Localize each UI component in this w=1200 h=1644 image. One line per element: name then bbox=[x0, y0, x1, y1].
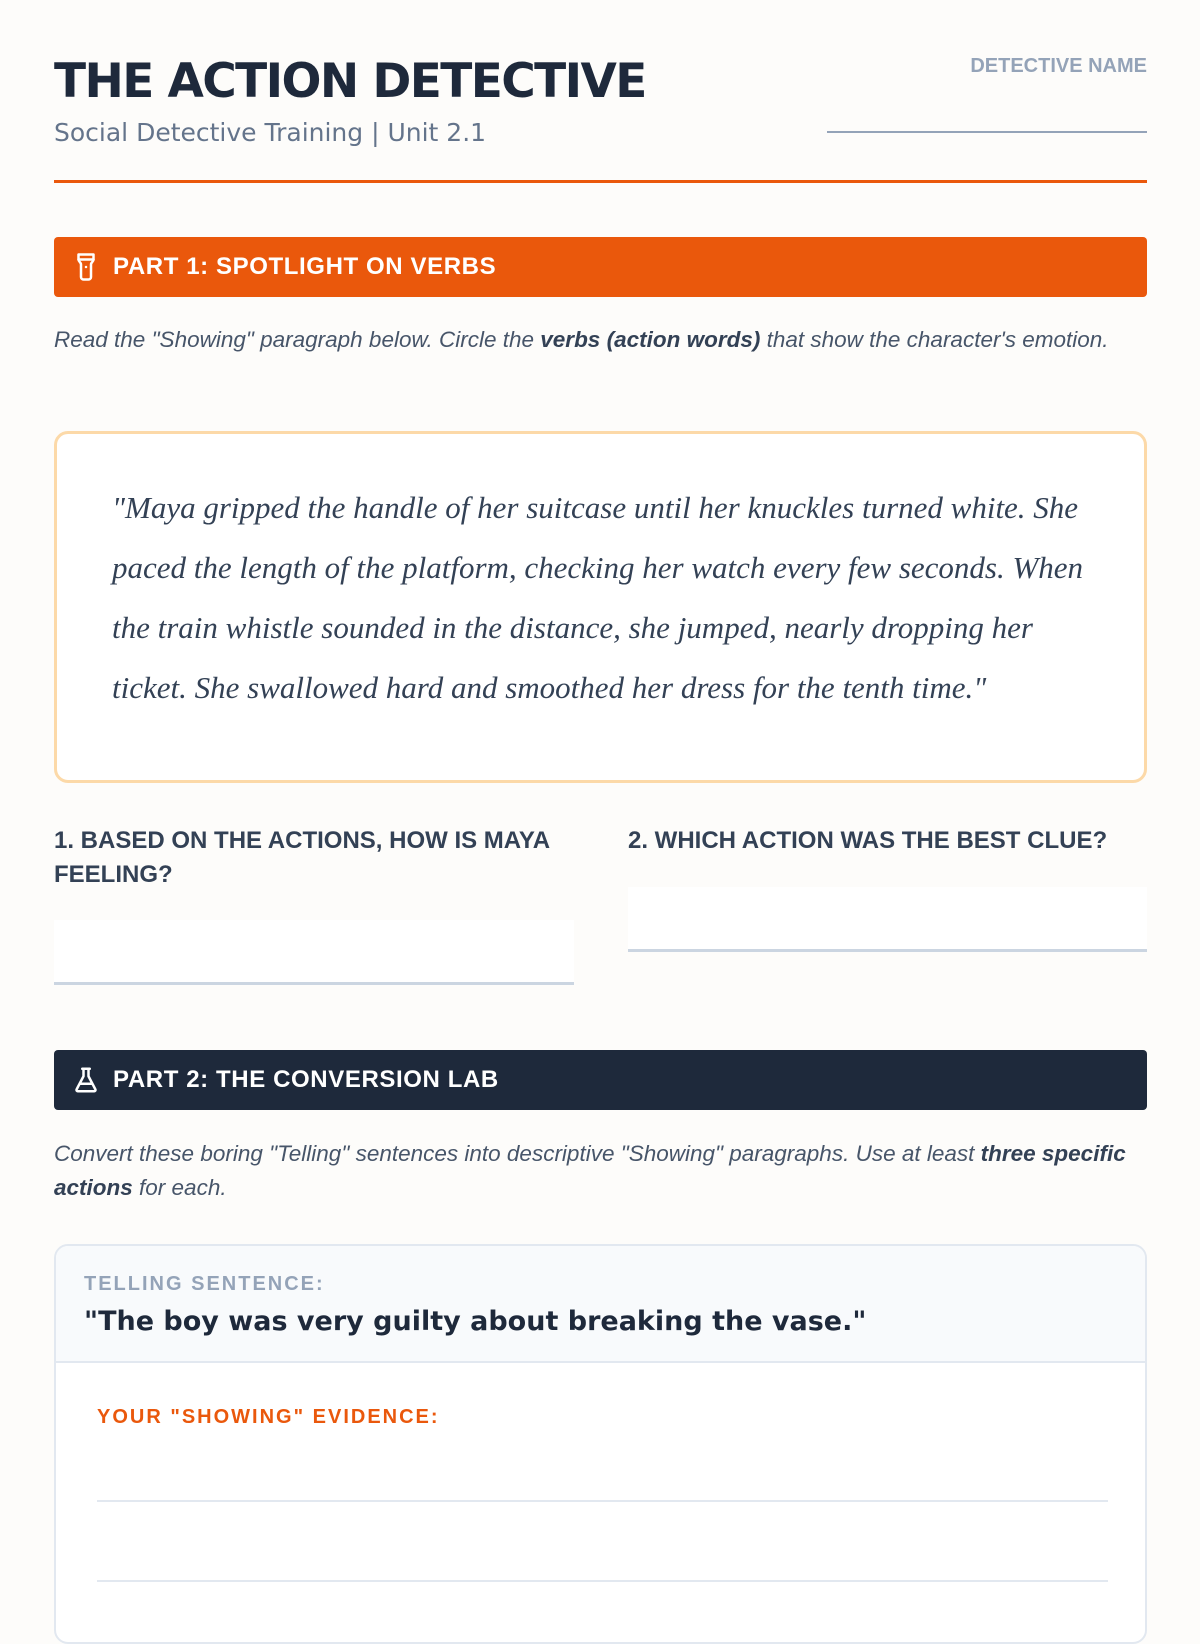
showing-paragraph-box bbox=[54, 431, 1147, 783]
flashlight-icon bbox=[71, 252, 101, 282]
evidence-writing-line[interactable] bbox=[97, 1580, 1108, 1582]
answer-2-field[interactable] bbox=[628, 887, 1147, 952]
evidence-writing-line[interactable] bbox=[97, 1500, 1108, 1502]
detective-name-label: DETECTIVE NAME bbox=[970, 55, 1147, 77]
part1-instructions: Read the "Showing" paragraph below. Circle the verbs (action words) that show the character's emotion. bbox=[54, 327, 1109, 352]
showing-paragraph[interactable]: "Maya gripped the handle of her suitcase until her knuckles turned white. She paced the length of the platform, checking her watch every few seconds. When the train whistle sounded in the distance, she jumped, nearly dropping her ticket. She swallowed hard and smoothed her dress for the tenth time." bbox=[112, 490, 1084, 705]
telling-card bbox=[54, 1244, 1147, 1644]
part2-banner bbox=[54, 1050, 1147, 1110]
flask-icon bbox=[71, 1065, 101, 1095]
answer-1-field[interactable] bbox=[54, 920, 574, 985]
page-subtitle: Social Detective Training | Unit 2.1 bbox=[54, 118, 487, 147]
detective-name-field[interactable] bbox=[827, 131, 1147, 133]
part1-banner bbox=[54, 237, 1147, 297]
instructions-emphasis: verbs (action words) bbox=[540, 327, 761, 352]
telling-card-header bbox=[56, 1246, 1145, 1363]
showing-evidence-label: YOUR "SHOWING" EVIDENCE: bbox=[97, 1406, 440, 1428]
part1-title: PART 1: SPOTLIGHT ON VERBS bbox=[113, 253, 497, 280]
telling-sentence-label: TELLING SENTENCE: bbox=[84, 1273, 325, 1295]
telling-sentence: "The boy was very guilty about breaking the vase." bbox=[84, 1306, 867, 1337]
part2-title: PART 2: THE CONVERSION LAB bbox=[113, 1066, 499, 1093]
question-2: 2. WHICH ACTION WAS THE BEST CLUE? bbox=[628, 827, 1108, 854]
question-1: 1. BASED ON THE ACTIONS, HOW IS MAYA FEELING? bbox=[54, 827, 550, 888]
instructions-emphasis: three specific actions bbox=[54, 1141, 1126, 1200]
header-divider bbox=[54, 180, 1147, 183]
part2-instructions: Convert these boring "Telling" sentences into descriptive "Showing" paragraphs. Use at least three specific actions for each. bbox=[54, 1141, 1126, 1200]
page-title: THE ACTION DETECTIVE bbox=[54, 54, 646, 109]
